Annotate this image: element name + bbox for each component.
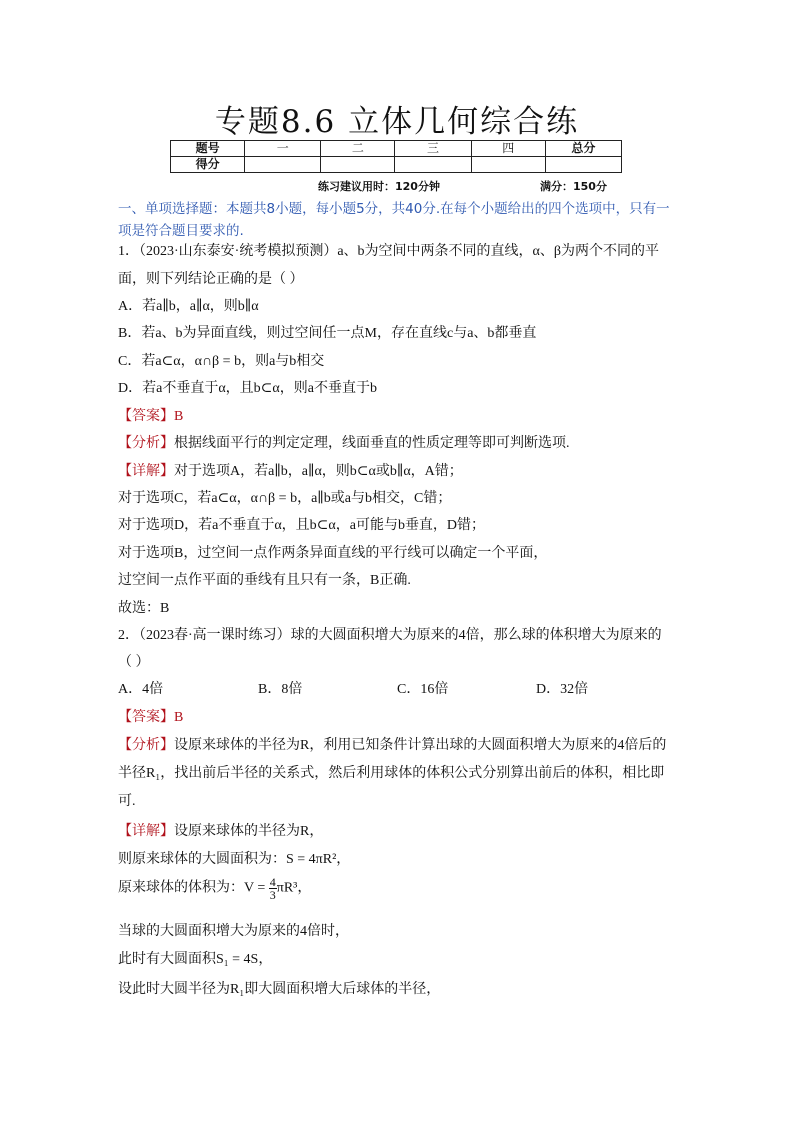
score-table-score-row xyxy=(171,157,622,173)
analysis-text: 根据线面平行的判定定理，线面垂直的性质定理等即可判断选项. xyxy=(174,436,570,451)
score-cell: 总分 xyxy=(545,141,621,157)
q1-detail-line3: 对于选项D，若a不垂直于α，且b⊂α，a可能与b垂直，D错； xyxy=(118,518,486,533)
fraction-numerator: 4 xyxy=(269,875,276,889)
detail-tag: 【详解】 xyxy=(118,464,174,479)
score-cell: 得分 xyxy=(171,157,245,173)
analysis-tag: 【分析】 xyxy=(118,738,174,753)
q2-detail-line2: 则原来球体的大圆面积为：S = 4πR²， xyxy=(118,852,351,867)
score-cell: 题号 xyxy=(171,141,245,157)
q2-detail-line1 xyxy=(118,820,323,840)
q1-option-d: D．若a不垂直于α，且b⊂α，则a不垂直于b xyxy=(118,381,377,396)
answer-tag: 【答案】 xyxy=(118,409,174,424)
analysis-tag: 【分析】 xyxy=(118,436,174,451)
q2-option-b: B．8倍 xyxy=(258,682,303,697)
q2-detail-line3 xyxy=(118,876,311,901)
score-cell: 三 xyxy=(395,141,471,157)
q2-detail-line5: 此时有大圆面积S₁ = 4S， xyxy=(118,952,273,967)
fraction xyxy=(269,876,277,901)
q1-detail-line2: 对于选项C，若a⊂α，α∩β = b，a∥b或a与b相交，C错； xyxy=(118,491,452,506)
q2-stem-line1: 2．（2023春·高一课时练习）球的大圆面积增大为原来的4倍，那么球的体积增大为原来的 xyxy=(118,628,662,643)
q1-option-b: B．若a、b为异面直线，则过空间任一点M，存在直线c与a、b都垂直 xyxy=(118,326,537,341)
score-table-header-row xyxy=(171,141,622,157)
detail-text: 对于选项A，若a∥b，a∥α，则b⊂α或b∥α，A错； xyxy=(174,464,463,479)
q2-stem-line2: （ ） xyxy=(118,655,150,670)
q1-detail-line5: 过空间一点作平面的垂线有且只有一条，B正确. xyxy=(118,573,411,588)
score-input-cell[interactable] xyxy=(471,157,545,173)
full-score: 满分：150分 xyxy=(540,180,607,193)
q2-analysis-line1 xyxy=(118,734,666,754)
fraction-denominator: 3 xyxy=(269,888,276,902)
score-cell: 一 xyxy=(245,141,321,157)
q2-option-d: D．32倍 xyxy=(536,682,589,697)
section-heading: 一、单项选择题：本题共8小题，每小题5分，共40分.在每个小题给出的四个选项中，只有一项是符合题目要求的. xyxy=(118,201,670,239)
score-cell: 四 xyxy=(471,141,545,157)
q1-conclusion: 故选：B xyxy=(118,601,170,616)
q2-option-a: A．4倍 xyxy=(118,682,164,697)
q1-option-a: A．若a∥b，a∥α，则b∥α xyxy=(118,299,259,314)
q1-stem-line2: 面，则下列结论正确的是（ ） xyxy=(118,272,304,287)
score-input-cell[interactable] xyxy=(321,157,395,173)
detail-tag: 【详解】 xyxy=(118,824,174,839)
q2-answer xyxy=(118,706,183,726)
volume-formula-tail: πR³， xyxy=(276,880,312,896)
detail-text: 设原来球体的半径为R， xyxy=(174,824,324,839)
page-title: 专题8.6 立体几何综合练 xyxy=(214,104,580,140)
q1-detail-line4: 对于选项B，过空间一点作两条异面直线的平行线可以确定一个平面， xyxy=(118,546,548,561)
score-input-cell[interactable] xyxy=(245,157,321,173)
q1-option-c: C．若a⊂α，α∩β = b，则a与b相交 xyxy=(118,354,325,369)
score-table xyxy=(170,140,622,173)
score-input-cell[interactable] xyxy=(395,157,471,173)
score-input-cell[interactable] xyxy=(545,157,621,173)
q1-answer xyxy=(118,405,183,425)
answer-value: B xyxy=(174,710,184,725)
score-cell: 二 xyxy=(321,141,395,157)
q1-analysis xyxy=(118,432,570,452)
q1-stem-line1: 1．（2023·山东泰安·统考模拟预测）a、b为空间中两条不同的直线，α、β为两个不同的平 xyxy=(118,244,659,259)
volume-label: 原来球体的体积为：V = xyxy=(118,880,269,896)
q2-analysis-line2: 半径R₁，找出前后半径的关系式，然后利用球体的体积公式分别算出前后的体积，相比即 xyxy=(118,766,665,781)
answer-value: B xyxy=(174,409,184,424)
answer-tag: 【答案】 xyxy=(118,710,174,725)
q2-detail-line4: 当球的大圆面积增大为原来的4倍时， xyxy=(118,924,349,939)
q1-detail-line1 xyxy=(118,460,463,480)
q2-option-c: C．16倍 xyxy=(397,682,449,697)
q2-detail-line6: 设此时大圆半径为R₁即大圆面积增大后球体的半径， xyxy=(118,982,441,997)
q2-analysis-line3: 可. xyxy=(118,794,136,809)
practice-time: 练习建议用时：120分钟 xyxy=(318,180,440,193)
analysis-text: 设原来球体的半径为R，利用已知条件计算出球的大圆面积增大为原来的4倍后的 xyxy=(174,738,667,753)
